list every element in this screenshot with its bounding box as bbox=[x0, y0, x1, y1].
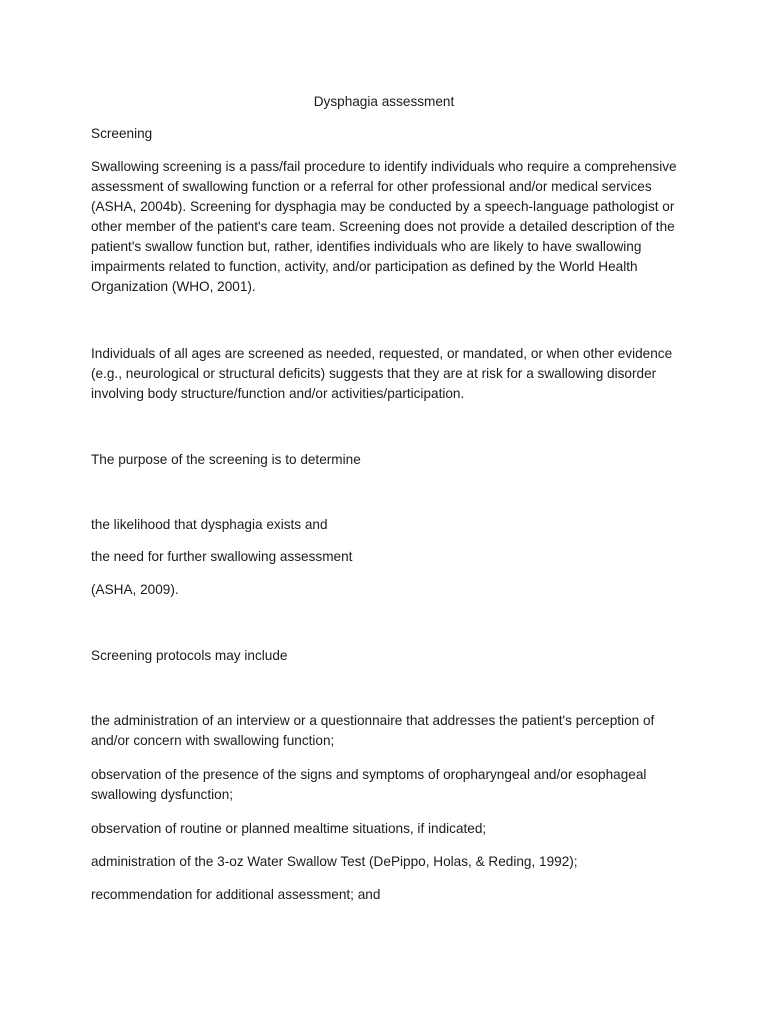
protocol-item: recommendation for additional assessment; and bbox=[91, 887, 381, 902]
protocol-item: observation of routine or planned mealtime situations, if indicated; bbox=[91, 821, 487, 836]
purpose-item: the need for further swallowing assessment bbox=[91, 549, 353, 564]
paragraph-individuals-screened: Individuals of all ages are screened as needed, requested, or mandated, or when other evidence (e.g., neurological or structural deficits) suggests that they are at risk for a swallowing disorder involving body structure/function and/or activities/participation. bbox=[91, 346, 673, 401]
protocols-intro: Screening protocols may include bbox=[91, 648, 288, 663]
protocol-item: the administration of an interview or a questionnaire that addresses the patient's perception of and/or concern with swallowing function; bbox=[91, 713, 655, 748]
document-title: Dysphagia assessment bbox=[313, 94, 455, 109]
purpose-citation: (ASHA, 2009). bbox=[91, 582, 179, 597]
protocol-item: administration of the 3-oz Water Swallow Test (DePippo, Holas, & Reding, 1992); bbox=[91, 854, 578, 869]
section-heading: Screening bbox=[91, 126, 153, 141]
paragraph-swallowing-screening: Swallowing screening is a pass/fail procedure to identify individuals who require a comprehensive assessment of swallowing function or a referral for other professional and/or medical services (ASHA, 2004b). Screening for dysphagia may be conducted by a speech-language pathologist or other member of the patient's care team. Screening does not provide a detailed description of the patient's swallow function but, rather, identifies individuals who are likely to have swallowing impairments related to function, activity, and/or participation as defined by the World Health Organization (WHO, 2001). bbox=[91, 159, 677, 294]
purpose-item: the likelihood that dysphagia exists and bbox=[91, 517, 328, 532]
protocol-item: observation of the presence of the signs and symptoms of oropharyngeal and/or esophageal swallowing dysfunction; bbox=[91, 767, 647, 802]
purpose-intro: The purpose of the screening is to determine bbox=[91, 452, 361, 467]
